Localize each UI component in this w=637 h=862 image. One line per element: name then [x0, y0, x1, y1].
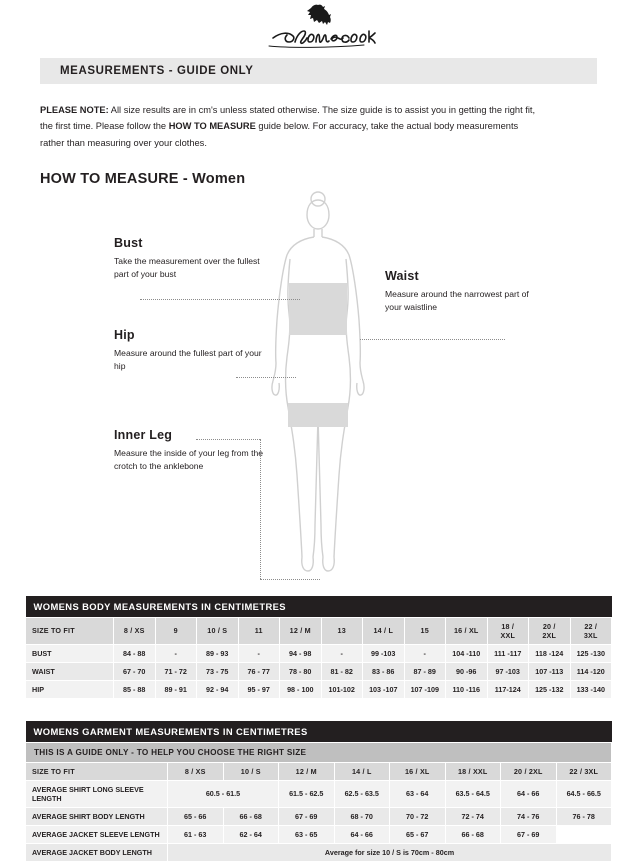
leader-line-hip [236, 377, 296, 378]
body-row-1-v0: 67 - 70 [114, 662, 156, 680]
body-row-0-v1: - [155, 644, 197, 662]
body-header-8: 15 [404, 617, 446, 644]
body-header-10: 18 / XXL [487, 617, 529, 644]
garment-header-3: 12 / M [279, 762, 335, 780]
garment-row-0-v4: 63.5 - 64.5 [445, 780, 501, 807]
garment-header-0: SIZE TO FIT [26, 762, 168, 780]
garment-header-2: 10 / S [223, 762, 279, 780]
garment-row-2-label: AVERAGE JACKET SLEEVE LENGTH [26, 825, 168, 843]
body-row-1-label: WAIST [26, 662, 114, 680]
callout-waist [385, 269, 530, 315]
garment-row-2-v0: 61 - 63 [168, 825, 224, 843]
garment-header-6: 18 / XXL [445, 762, 501, 780]
body-table-title-row [26, 596, 612, 618]
leader-line-bust [140, 299, 300, 300]
body-row-1-v10: 107 -113 [529, 662, 571, 680]
callout-hip-title: Hip [114, 327, 135, 342]
garment-row-3-label: AVERAGE JACKET BODY LENGTH [26, 843, 168, 861]
garment-header-5: 16 / XL [390, 762, 446, 780]
body-row-2-v9: 117-124 [487, 680, 529, 698]
note-lead-label: PLEASE NOTE: [40, 105, 109, 115]
body-header-1: 8 / XS [114, 617, 156, 644]
body-header-0: SIZE TO FIT [26, 617, 114, 644]
garment-row-1-v0: 65 - 66 [168, 807, 224, 825]
garment-row-0-v2: 62.5 - 63.5 [334, 780, 390, 807]
body-row-1-v1: 71 - 72 [155, 662, 197, 680]
how-to-measure-title: HOW TO MEASURE - Women [40, 170, 246, 187]
body-row-0-v9: 111 -117 [487, 644, 529, 662]
body-row-2-v1: 89 - 91 [155, 680, 197, 698]
note-emphasis: HOW TO MEASURE [168, 121, 256, 132]
body-row-1-v9: 97 -103 [487, 662, 529, 680]
body-row-1-v7: 87 - 89 [404, 662, 446, 680]
callout-waist-body: Measure around the narrowest part of your waistline [385, 288, 529, 313]
womens-body-measurements-table [25, 596, 612, 699]
note-text-2: guide below. For accuracy, take the actual body measurements rather than measuring over your clothes. [40, 121, 519, 148]
body-row-1-v5: 81 - 82 [321, 662, 363, 680]
garment-measurements-grid [25, 721, 612, 862]
please-note-paragraph [40, 102, 545, 151]
garment-header-4: 14 / L [334, 762, 390, 780]
garment-table-subtitle-row [26, 742, 612, 762]
body-row-1-v4: 78 - 80 [280, 662, 322, 680]
garment-footer-note: Average for size 10 / S is 70cm - 80cm [168, 843, 612, 861]
brand-logo [0, 0, 637, 52]
callout-inner-leg-body: Measure the inside of your leg from the crotch to the anklebone [114, 447, 264, 472]
body-row-0-v6: 99 -103 [363, 644, 405, 662]
garment-row-2-v5: 66 - 68 [445, 825, 501, 843]
body-row-0-v7: - [404, 644, 446, 662]
table-row [26, 807, 612, 825]
body-header-11: 20 / 2XL [529, 617, 571, 644]
body-row-1-v3: 76 - 77 [238, 662, 280, 680]
measurements-guide-header [40, 58, 597, 84]
garment-row-0-v6: 64.5 - 66.5 [556, 780, 612, 807]
garment-row-1-v3: 68 - 70 [334, 807, 390, 825]
body-row-0-v0: 84 - 88 [114, 644, 156, 662]
body-row-2-v5: 101-102 [321, 680, 363, 698]
body-row-1-v11: 114 -120 [570, 662, 612, 680]
body-row-1-v2: 73 - 75 [197, 662, 239, 680]
table-row [26, 780, 612, 807]
body-row-0-v2: 89 - 93 [197, 644, 239, 662]
garment-table-header-row [26, 762, 612, 780]
garment-row-0-v1: 61.5 - 62.5 [279, 780, 335, 807]
garment-row-2-v3: 64 - 66 [334, 825, 390, 843]
callout-bust-title: Bust [114, 235, 143, 250]
body-header-7: 14 / L [363, 617, 405, 644]
body-row-0-v5: - [321, 644, 363, 662]
callout-bust [114, 236, 264, 282]
table-row [26, 843, 612, 861]
body-row-2-v2: 92 - 94 [197, 680, 239, 698]
callout-inner-leg-title: Inner Leg [114, 427, 173, 442]
garment-row-2-v2: 63 - 65 [279, 825, 335, 843]
body-header-4: 11 [238, 617, 280, 644]
garment-row-0-label: AVERAGE SHIRT LONG SLEEVE LENGTH [26, 780, 168, 807]
body-row-2-v7: 107 -109 [404, 680, 446, 698]
body-header-2: 9 [155, 617, 197, 644]
table-spacer [0, 699, 637, 721]
body-row-2-v3: 95 - 97 [238, 680, 280, 698]
garment-header-8: 22 / 3XL [556, 762, 612, 780]
table-row [26, 662, 612, 680]
body-header-5: 12 / M [280, 617, 322, 644]
leader-line-inner-leg-vertical [260, 439, 261, 579]
note-text-1: All size results are in cm's unless stated otherwise. The size guide is to assist you in getting the right fit, the first time. Please follow the [40, 105, 536, 132]
body-table-header-row [26, 617, 612, 644]
body-measurements-grid [25, 596, 612, 699]
garment-row-1-v1: 66 - 68 [223, 807, 279, 825]
garment-row-1-v4: 70 - 72 [390, 807, 446, 825]
body-row-0-v4: 94 - 98 [280, 644, 322, 662]
table-row [26, 680, 612, 698]
body-row-0-v10: 118 -124 [529, 644, 571, 662]
garment-table-title-row [26, 721, 612, 743]
callout-hip-body: Measure around the fullest part of your hip [114, 347, 262, 372]
body-row-2-v0: 85 - 88 [114, 680, 156, 698]
table-row [26, 644, 612, 662]
female-body-figure-icon [243, 185, 393, 595]
body-row-0-v8: 104 -110 [446, 644, 488, 662]
body-row-2-v4: 98 - 100 [280, 680, 322, 698]
body-row-2-label: HIP [26, 680, 114, 698]
garment-row-1-v7: 76 - 78 [556, 807, 612, 825]
table-row [26, 825, 612, 843]
garment-header-7: 20 / 2XL [501, 762, 557, 780]
body-table-title: WOMENS BODY MEASUREMENTS IN CENTIMETRES [26, 596, 612, 618]
body-header-9: 16 / XL [446, 617, 488, 644]
garment-row-1-v6: 74 - 76 [501, 807, 557, 825]
body-row-1-v6: 83 - 86 [363, 662, 405, 680]
body-header-3: 10 / S [197, 617, 239, 644]
body-row-1-v8: 90 -96 [446, 662, 488, 680]
body-row-2-v11: 133 -140 [570, 680, 612, 698]
garment-row-0-v5: 64 - 66 [501, 780, 557, 807]
garment-header-1: 8 / XS [168, 762, 224, 780]
how-to-measure-diagram [0, 191, 637, 596]
garment-row-2-v1: 62 - 64 [223, 825, 279, 843]
body-row-2-v8: 110 -116 [446, 680, 488, 698]
body-header-6: 13 [321, 617, 363, 644]
body-row-0-v3: - [238, 644, 280, 662]
leader-line-waist [360, 339, 505, 340]
garment-row-0-v3: 63 - 64 [390, 780, 446, 807]
garment-row-0-v0: 60.5 - 61.5 [168, 780, 279, 807]
garment-row-1-label: AVERAGE SHIRT BODY LENGTH [26, 807, 168, 825]
garment-row-1-v5: 72 - 74 [445, 807, 501, 825]
womens-garment-measurements-table [25, 721, 612, 862]
garment-row-1-v2: 67 - 69 [279, 807, 335, 825]
callout-inner-leg [114, 428, 264, 474]
body-row-2-v6: 103 -107 [363, 680, 405, 698]
garment-row-2-v6: 67 - 69 [501, 825, 557, 843]
guide-bar-title: MEASUREMENTS - GUIDE ONLY [60, 65, 254, 77]
garment-table-subtitle: THIS IS A GUIDE ONLY - TO HELP YOU CHOOSE THE RIGHT SIZE [26, 742, 612, 762]
body-header-12: 22 / 3XL [570, 617, 612, 644]
body-row-0-label: BUST [26, 644, 114, 662]
leader-line-inner-leg-top [196, 439, 260, 440]
leader-line-inner-leg-bottom [260, 579, 320, 580]
garment-row-2-v4: 65 - 67 [390, 825, 446, 843]
garment-table-title: WOMENS GARMENT MEASUREMENTS IN CENTIMETRES [26, 721, 612, 743]
thomas-cook-logo-icon [259, 2, 379, 52]
callout-bust-body: Take the measurement over the fullest part of your bust [114, 255, 260, 280]
body-row-2-v10: 125 -132 [529, 680, 571, 698]
callout-waist-title: Waist [385, 268, 419, 283]
callout-hip [114, 328, 264, 374]
body-row-0-v11: 125 -130 [570, 644, 612, 662]
